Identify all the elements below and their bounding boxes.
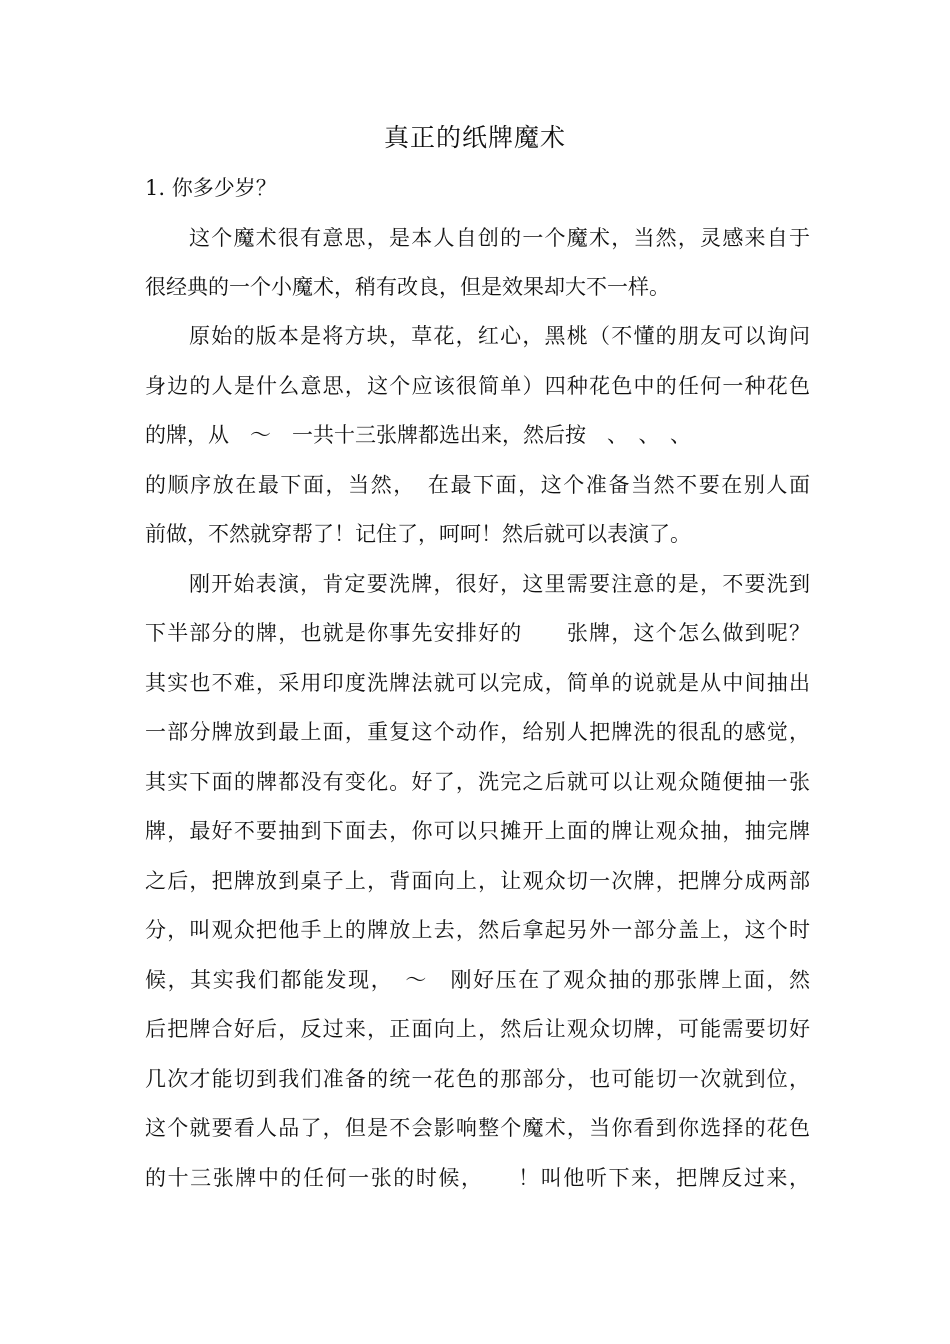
paragraph-line: 下半部分的牌，也就是你事先安排好的 张牌，这个怎么做到呢？ <box>145 621 810 645</box>
document-title: 真正的纸牌魔术 <box>383 123 566 152</box>
paragraph-line: 一部分牌放到最上面，重复这个动作，给别人把牌洗的很乱的感觉， <box>145 720 810 744</box>
paragraph-line: 其实下面的牌都没有变化。好了，洗完之后就可以让观众随便抽一张 <box>145 770 810 794</box>
paragraph-line: 几次才能切到我们准备的统一花色的那部分，也可能切一次就到位， <box>145 1067 810 1091</box>
paragraph-line: 候，其实我们都能发现， ～ 刚好压在了观众抽的那张牌上面，然 <box>145 968 810 992</box>
paragraph-line: 原始的版本是将方块，草花，红心，黑桃（不懂的朋友可以询问 <box>189 324 810 348</box>
paragraph-line: 前做，不然就穿帮了！记住了，呵呵！然后就可以表演了。 <box>145 522 691 546</box>
paragraph-line: 的十三张牌中的任何一张的时候， ！叫他听下来，把牌反过来， <box>145 1166 810 1190</box>
section-heading: 1. 你多少岁？ <box>145 176 277 200</box>
paragraph-line: 的牌，从 ～ 一共十三张牌都选出来，然后按 、 、 、 <box>145 423 691 447</box>
paragraph-line: 后把牌合好后，反过来，正面向上，然后让观众切牌，可能需要切好 <box>145 1017 810 1041</box>
paragraph-line: 刚开始表演，肯定要洗牌，很好，这里需要注意的是，不要洗到 <box>189 572 810 596</box>
paragraph-line: 其实也不难，采用印度洗牌法就可以完成，简单的说就是从中间抽出 <box>145 671 810 695</box>
paragraph-line: 这个魔术很有意思，是本人自创的一个魔术，当然，灵感来自于 <box>189 226 810 250</box>
paragraph-line: 身边的人是什么意思，这个应该很简单）四种花色中的任何一种花色 <box>145 374 810 398</box>
paragraph-line: 这个就要看人品了，但是不会影响整个魔术，当你看到你选择的花色 <box>145 1116 810 1140</box>
paragraph-line: 的顺序放在最下面，当然， 在最下面，这个准备当然不要在别人面 <box>145 473 810 497</box>
paragraph-line: 很经典的一个小魔术，稍有改良，但是效果却大不一样。 <box>145 275 670 299</box>
paragraph-line: 牌，最好不要抽到下面去，你可以只摊开上面的牌让观众抽，抽完牌 <box>145 819 810 843</box>
paragraph-line: 之后，把牌放到桌子上，背面向上，让观众切一次牌，把牌分成两部 <box>145 869 810 893</box>
paragraph-line: 分，叫观众把他手上的牌放上去，然后拿起另外一部分盖上，这个时 <box>145 918 810 942</box>
